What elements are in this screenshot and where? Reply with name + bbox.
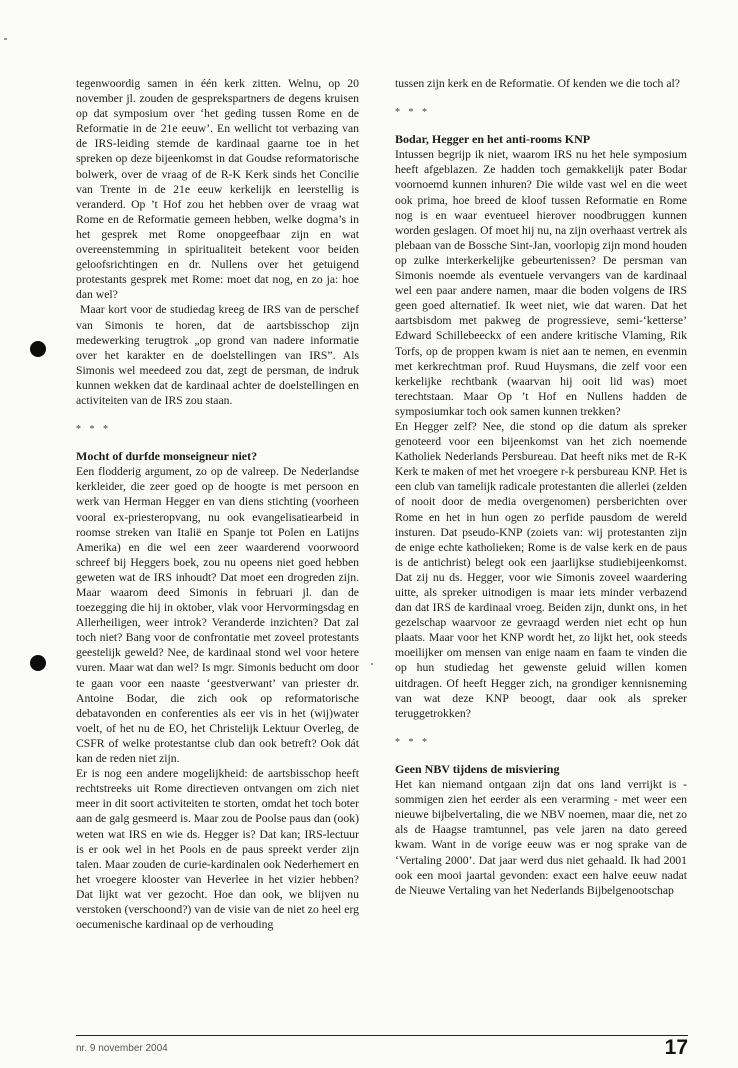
paragraph: Het kan niemand ontgaan zijn dat ons land verrijkt is - sommigen zien het eerder als een verarming - met weer een nieuwe bijbelvertaling, die we NBV noemen, maar die, net zo als de Haagse tramtunnel, pas vele jaren na dato gereed kwam. Want in de vorige eeuw was er nog sprake van de ‘Vertaling 2000’. Dat jaar werd dus niet gehaald. Ik had 2001 ook een mooi jaartal gevonden: exact een halve eeuw nadat de Nieuwe Vertaling van het Nederlands Bijbelgenootschap [395,778,687,897]
paragraph: Maar kort voor de studiedag kreeg de IRS van de perschef van Simonis te horen, dat de aartsbisschop zijn medewerking terugtrok „op grond van nadere informatie over het karakter en de doelstellingen van IRS”. Als Simonis wel meedeed zou dat, zegt de persman, de indruk kunnen wekken dat de kardinaal achter de doelstellingen en activiteiten van de IRS zou staan. [76,303,359,407]
section-separator: * * * [395,107,430,119]
binder-hole-top [30,341,46,357]
paragraph: Er is nog een andere mogelijkheid: de aartsbisschop heeft rechtstreeks uit Rome directieven ontvangen om zich niet meer in dit soort activiteiten te storten, omdat het toch boter aan de galg gesmeerd is. Maar zou de Poolse paus dan (ook) weten wat IRS en wie ds. Hegger is? Dat kan; IRS-lectuur is er ook wel in het Pools en de paus spreekt verder zijn talen. Maar zouden de curie-kardinalen ook Nederhemert en het vroegere klooster van Heverlee in het vizier hebben? Dat lijkt wat ver gezocht. Hoe dan ook, we blijven nu verstoken (verschoond?) van de visie van de niet zo heel erg oecumenische kardinaal op de verhouding [76,767,359,932]
footer-divider [76,1035,688,1036]
section-heading: Bodar, Hegger en het anti-rooms KNP [395,132,591,147]
section-heading: Geen NBV tijdens de misviering [395,761,560,776]
issue-label: nr. 9 november 2004 [76,1043,168,1054]
scan-speck [371,663,373,665]
section-separator: * * * [395,736,430,748]
paragraph: Een flodderig argument, zo op de valreep. De Nederlandse kerkleider, die zeer goed op de hoogte is met persoon en werk van Herman Hegger en van diens stichting (voorheen vooral ex-priesteropvang, nu ook evangelisatiearbeid in roomse streken van Italië en Spanje tot Polen en Latijns Amerika) en die wel een zeer waarderend voorwoord schreef bij Heggers boek, zou nu opeens niet goed hebben geweten wat de IRS inhoudt? Dat moet een drogreden zijn. Maar waarom deed Simonis in februari jl. dan de toezegging die hij in oktober, vlak voor Hervormingsdag en Allerheiligen, weer introk? Veranderde inzichten? Dat zal toch niet? Bang voor de confrontatie met zoveel protestants geestelijk geweld? Nee, de kardinaal stond wel voor hetere vuren. Maar wat dan wel? Is mgr. Simonis beducht om door te gaan voor een naaste ‘geestverwant’ van priester dr. Antoine Bodar, die zich ook op reformatorische debatavonden en conferenties als eer vis in het (wij)water voelt, of het nu de EO, het Christelijk Lektuur Overleg, de CSFR of welke protestantse club dan ook betreft? Ook dát kan de reden niet zijn. [76,465,359,766]
paragraph: tegenwoordig samen in één kerk zitten. Welnu, op 20 november jl. zouden de gesprekspartners de degens kruisen op dat symposium over ‘het geding tussen Rome en de Reformatie in de 21e eeuw’. En wellicht tot verbazing van de IRS-leiding stemde de kardinaal gaarne toe in het spreken op deze bijeenkomst in dat Goudse reformatorische bolwerk, over de vraag of de R-K Kerk sinds het Concilie van Trente in de 21e eeuw kerkelijk en leerstellig is veranderd. Op ’t Hof zou het hebben over de vraag wat Rome en de Reformatie gemeen hebben, welke dogma’s in het gesprek met Rome onopgeefbaar zijn en wat overeenstemming in spiritualiteit betekent voor beiden geloofsrichtingen en dr. Nullens over het getuigend protestants gesprek met Rome: moet dat nog, en zo ja: hoe dan wel? [76,77,359,302]
page-number: 17 [664,1036,688,1059]
scan-speck [4,38,7,40]
section-separator: * * * [76,424,111,436]
binder-hole-bottom [30,655,46,671]
paragraph: tussen zijn kerk en de Reformatie. Of kenden we die toch al? [395,77,680,90]
paragraph: En Hegger zelf? Nee, die stond op die datum als spreker genoteerd voor een bijeenkomst van het zich noemende Katholiek Nederlands Persbureau. Dat heeft niks met de R-K Kerk te maken of met het vroegere r-k persbureau KNP. Het is een club van tamelijk radicale protestanten die allerlei (zelden of nooit door de media overgenomen) persberichten over Rome en het in hun ogen zo perfide pausdom de wereld insturen. Dat pseudo-KNP (zoiets van: wij protestanten zijn de enige echte katholieken; Rome is de valse kerk en de paus is de antichrist) belegt ook een jaarlijkse studiebijeenkomst. Dat zij nu ds. Hegger, voor wie Simonis zoveel waardering uitte, als spreker uitnodigen is maar iets minder verbazend dan dat IRS de kardinaal vroeg. Beiden zijn, dunkt ons, in het gezelschap waarvoor ze gevraagd werden niet echt op hun plaats. Maar voor het KNP wordt het, zo lijkt het, ook steeds moeilijker om mensen van enige naam en faam te vinden die op hun studiedag het gewenste geluid willen komen uitdragen. Of heeft Hegger zich, na grondiger kennisneming van wat deze KNP beoogt, daar ook als spreker teruggetrokken? [395,419,687,720]
left-column [76,76,359,932]
paragraph: Intussen begrijp ik niet, waarom IRS nu het hele symposium heeft afgeblazen. Ze hadden toch gemakkelijk pater Bodar voornoemd kunnen inhuren? Die wilde vast wel en die weet ook prima, hoe breed de kloof tussen Reformatie en Rome nog is en waar eventueel hierover noodbruggen kunnen worden geslagen. Of moet hij nu, na zijn overhaast vertrek als plebaan van de Bossche Sint-Jan, voorlopig zijn mond houden op zulke interkerkelijke gebeurtenissen? De persman van Simonis noemde als eventuele vervangers van de kardinaal wel een paar andere namen, maar die boden volgens de IRS geen goed alternatief. Ik weet niet, wie dat waren. Dat het aartsbisdom met pakweg de progressieve, semi-‘ketterse’ Edward Schillebeeckx of een andere kritische Vlaming, Rik Torfs, op de proppen kwam is niet aan te nemen, en evenmin met kerkrechtman prof. Ruud Huysmans, die zelf voor een kerkelijke rechtbank (waarvan hij ooit lid was) moet terechtstaan. Maar Op ’t Hof en Nullens hadden de symposiumkar toch ook samen kunnen trekken? [395,148,687,418]
section-heading: Mocht of durfde monseigneur niet? [76,449,258,464]
right-column [395,76,687,898]
